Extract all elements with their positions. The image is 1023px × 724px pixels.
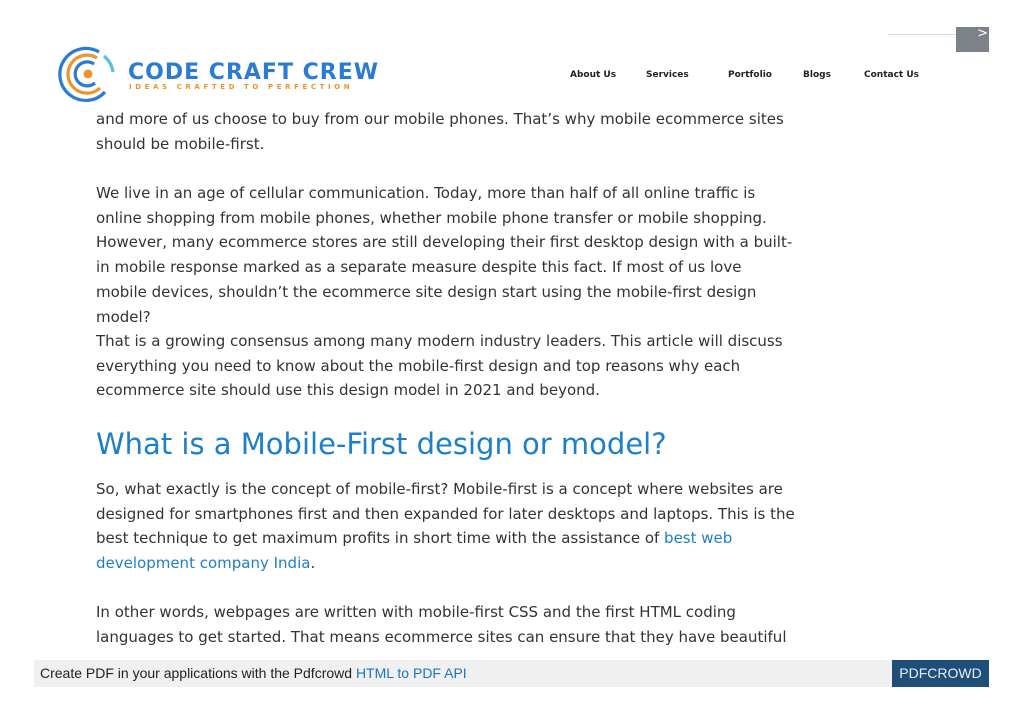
nav-about-us[interactable]: About Us [570,70,617,80]
nav-portfolio[interactable]: Portfolio [728,70,772,80]
nav-blogs[interactable]: Blogs [803,70,831,80]
nav-contact-us[interactable]: Contact Us [864,70,920,80]
nav-services[interactable]: Services [646,70,689,80]
logo-name: CODE CRAFT CREW [128,60,379,85]
logo-mark-icon [55,42,121,108]
logo-tagline: IDEAS CRAFTED TO PERFECTION [129,83,354,91]
pdf-banner [34,660,989,687]
paragraph-text: So, what exactly is the concept of mobile-first? Mobile-first is a concept where websites are designed for smartphones first and then expanded for later desktops and laptops. This is the best technique to get maximum profits in short time with the assistance of [96,480,795,548]
pdfcrowd-button[interactable]: PDFCROWD [892,660,989,687]
article-paragraph-1: We live in an age of cellular communication. Today, more than half of all online traffic is online shopping from mobile phones, whether mobile phone transfer or mobile shopping. However, many ecommerce stores are still developing their first desktop design with a built-in mobile response marked as a separate measure despite this fact. If most of us love mobile devices, shouldn’t the ecommerce site design start using the mobile-first design model? [96,184,793,326]
article-paragraph-2: That is a growing consensus among many modern industry leaders. This article will discuss everything you need to know about the mobile-first design and top reasons why each ecommerce site should use this design model in 2021 and beyond. [96,332,783,400]
paragraph-text-end: . [310,554,316,573]
web-development-link[interactable]: best web development company India [96,529,733,573]
article-paragraph-4: In other words, webpages are written with mobile-first CSS and the first HTML coding languages to get started. That means ecommerce sites can ensure that they have beautiful [96,603,787,646]
pdf-banner-label: Create PDF in your applications with the Pdfcrowd [40,665,356,681]
search-icon: > [977,26,988,41]
section-heading: What is a Mobile-First design or model? [96,427,667,461]
pdf-api-link[interactable]: HTML to PDF API [355,665,467,681]
pdf-banner-text [40,665,467,681]
site-logo[interactable] [55,42,379,112]
search-button[interactable] [956,27,989,52]
search-input[interactable] [888,34,956,35]
article-paragraph-intro: and more of us choose to buy from our mobile phones. That’s why mobile ecommerce sites should be mobile-first. [96,110,784,153]
article-paragraph-3 [96,477,796,576]
